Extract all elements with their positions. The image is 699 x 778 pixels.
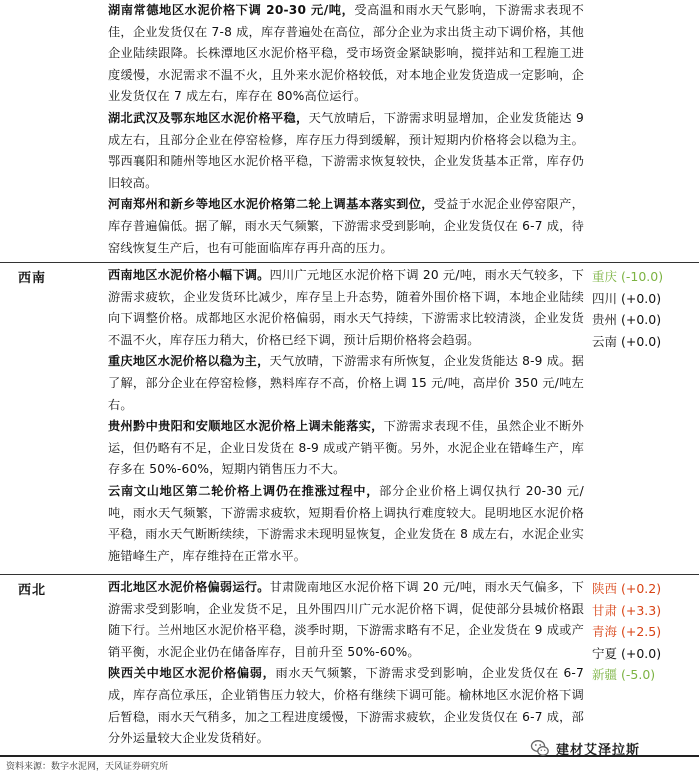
price-change-item <box>592 288 699 310</box>
paragraph <box>108 416 584 481</box>
paragraph-text: 部分企业价格上调仅执行 20-30 元/吨，雨水天气频繁，下游需求疲软，短期看价格上调执行难度较大。昆明地区水泥价格平稳，雨水天气断断续续，下游需求未现明显恢复，企业发货在 8 成左右，水泥企业实施错峰生产，库存维持在正常水平。 <box>108 483 584 563</box>
paragraph-lead: 重庆地区水泥价格以稳为主， <box>108 354 270 369</box>
price-change-value: (+0.0) <box>621 290 662 306</box>
logo-text: 建材艾泽拉斯 <box>556 742 641 758</box>
price-change-list <box>592 266 699 352</box>
paragraph-lead: 陕西关中地区水泥价格偏弱， <box>108 666 276 681</box>
price-change-item <box>592 664 699 686</box>
paragraph-lead: 云南文山地区第二轮价格上调仍在推涨过程中， <box>108 483 380 498</box>
province-name: 青海 <box>592 624 618 640</box>
price-change-item <box>592 578 699 600</box>
paragraph-text: 四川广元地区水泥价格下调 20 元/吨，雨水天气较多，下游需求疲软，企业发货环比减少，库存呈上升态势，随着外围价格下调，本地企业陆续向下调整价格。成都地区水泥价格偏弱，雨水天气持续，下游需求比较清淡，企业发货不温不火，库存压力稍大，价格已经下调，预计后期价格将会趋弱。 <box>108 268 584 347</box>
province-name: 甘肃 <box>592 602 618 618</box>
paragraph <box>108 663 584 749</box>
province-name: 陕西 <box>592 581 618 596</box>
price-change-item <box>592 643 699 665</box>
paragraph <box>108 577 584 663</box>
province-name: 宁夏 <box>592 645 618 661</box>
source-note: 资料来源：数字水泥网，天风证券研究所 <box>6 762 169 772</box>
province-name: 云南 <box>592 333 618 349</box>
paragraph <box>108 481 584 567</box>
row-divider <box>0 574 699 575</box>
paragraph-lead: 湖北武汉及鄂东地区水泥价格平稳， <box>108 110 309 125</box>
paragraph-lead: 西北地区水泥价格偏弱运行。 <box>108 580 270 594</box>
paragraph-lead: 贵州黔中贵阳和安顺地区水泥价格上调未能落实， <box>108 419 384 434</box>
price-change-item <box>592 266 699 288</box>
watermark-logo <box>530 736 690 760</box>
price-change-value: (-10.0) <box>621 269 664 284</box>
price-change-value: (-5.0) <box>621 667 656 683</box>
region-label: 西北 <box>18 583 47 598</box>
paragraph-lead: 西南地区水泥价格小幅下调。 <box>108 268 270 282</box>
paragraph <box>108 351 584 416</box>
paragraph-text: 天气放晴，下游需求有所恢复，企业发货能达 8-9 成。据了解，部分企业在停窑检修，熟料库存不高，价格上调 15 元/吨，高岸价 350 元/吨左右。 <box>108 354 584 412</box>
price-change-item <box>592 309 699 331</box>
row-divider <box>0 262 699 263</box>
province-name: 四川 <box>592 290 618 306</box>
price-change-value: (+2.5) <box>621 624 662 640</box>
paragraph-text: 雨水天气频繁，下游需求受到影响，企业发货仅在 6-7 成，库存高位承压，企业销售压力较大，价格有继续下调可能。榆林地区水泥价格下调后暂稳，雨水天气稍多，加之工程进度缓慢，下游需求疲软，企业发货仅在 6-7 成，部分外运量较大企业发货稍好。 <box>108 666 584 746</box>
paragraph-text: 下游需求表现不佳，虽然企业不断外运，但仍略有不足，企业日发货在 8-9 成或产销平衡。另外，水泥企业在错峰生产，库存多在 50%-60%，短期内销售压力不大。 <box>108 419 584 477</box>
province-name: 新疆 <box>592 667 618 683</box>
price-change-value: (+3.3) <box>621 602 662 618</box>
price-change-value: (+0.2) <box>621 581 662 596</box>
paragraph <box>108 108 584 194</box>
paragraph <box>108 194 584 259</box>
province-name: 重庆 <box>592 269 618 284</box>
price-change-item <box>592 331 699 353</box>
northwest-content <box>108 577 584 750</box>
province-name: 贵州 <box>592 312 618 328</box>
central-content <box>108 0 584 259</box>
price-change-list <box>592 578 699 686</box>
paragraph-text: 甘肃陇南地区水泥价格下调 20 元/吨，雨水天气偏多，下游需求受到影响，企业发货不足，且外围四川广元水泥价格下调，促使部分县城价格跟随下行。兰州地区水泥价格平稳，淡季时期，下游需求略有不足，企业发货在 9 成或产销平衡，水泥企业仍在储备库存，目前升至 50%-60%。 <box>108 580 584 659</box>
price-change-value: (+0.0) <box>621 645 662 661</box>
paragraph-text: 天气放晴后，下游需求明显增加，企业发货能达 9 成左右，且部分企业在停窑检修，库存压力得到缓解，预计短期内价格将会以稳为主。鄂西襄阳和随州等地区水泥价格平稳，下游需求恢复较快，企业发货基本正常，库存仍旧较高。 <box>108 110 584 190</box>
paragraph-lead: 河南郑州和新乡等地区水泥价格第二轮上调基本落实到位， <box>108 197 434 212</box>
paragraph <box>108 265 584 351</box>
paragraph-text: 受高温和雨水天气影响，下游需求表现不佳，企业发货仅在 7-8 成，库存普遍处在高位，部分企业为求出货主动下调价格，其他企业陆续跟降。长株潭地区水泥价格平稳，受市场资金紧缺影响，搅拌站和工程施工进度缓慢，水泥需求不温不火，且外来水泥价格较低，对本地企业发货造成一定影响，企业发货仅在 7 成左右，库存在 80%高位运行。 <box>108 3 584 104</box>
paragraph-lead: 湖南常德地区水泥价格下调 20-30 元/吨， <box>108 3 355 17</box>
southwest-content <box>108 265 584 567</box>
paragraph-text: 受益于水泥企业停窑限产，库存普遍偏低。据了解，雨水天气频繁，下游需求受到影响，企业发货仅在 6-7 成，待窑线恢复生产后，也有可能面临库存再升高的压力。 <box>108 197 584 255</box>
price-change-item <box>592 600 699 622</box>
price-change-value: (+0.0) <box>621 333 662 349</box>
price-change-value: (+0.0) <box>621 312 662 328</box>
paragraph <box>108 0 584 108</box>
region-label: 西南 <box>18 271 47 286</box>
price-change-item <box>592 621 699 643</box>
wechat-icon <box>530 738 550 758</box>
